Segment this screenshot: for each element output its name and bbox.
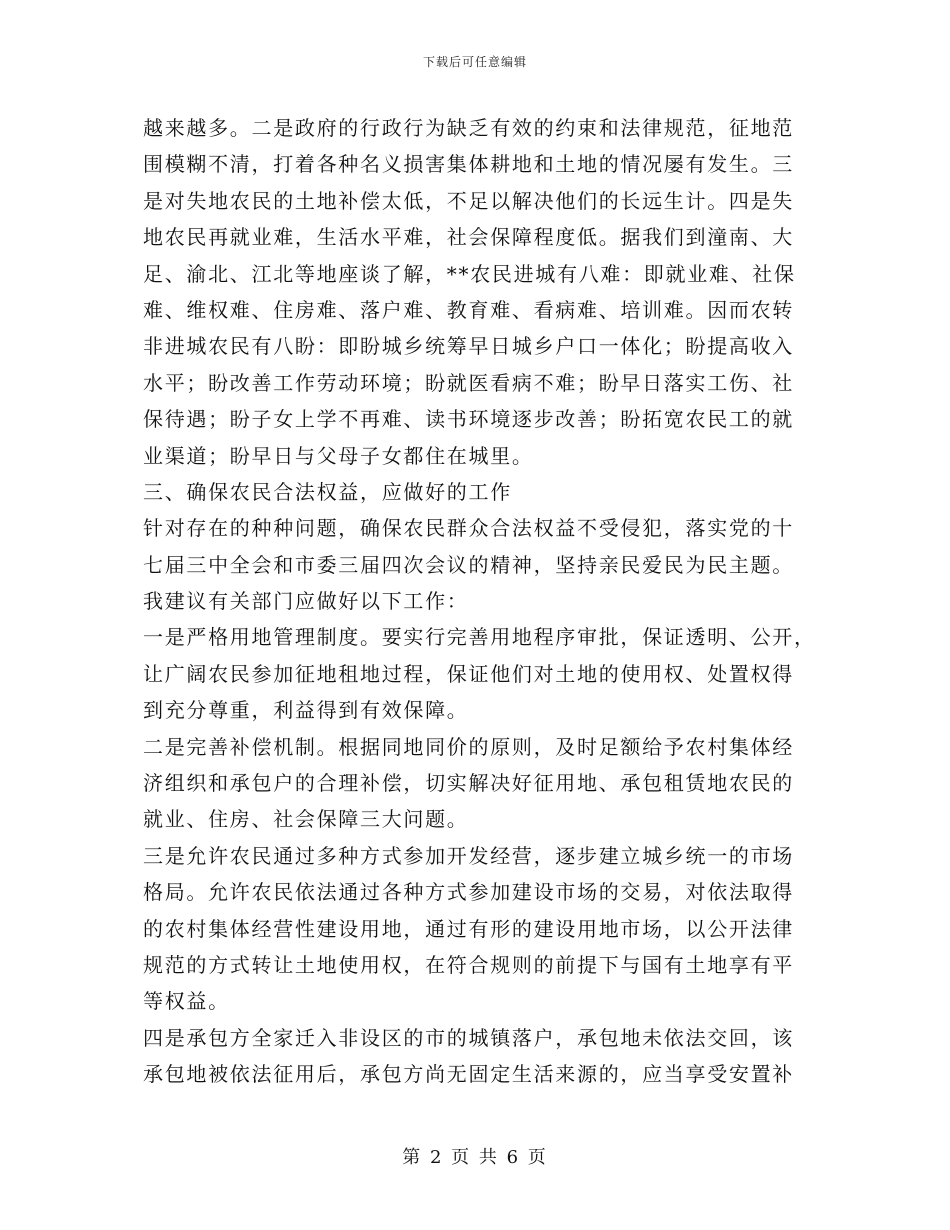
body-line: 业渠道；盼早日与父母子女都住在城里。 — [143, 443, 534, 468]
body-line: 规范的方式转让土地使用权，在符合规则的前提下与国有土地享有平 — [143, 952, 794, 977]
body-line: 针对存在的种种问题，确保农民群众合法权益不受侵犯，落实党的十 — [143, 516, 794, 541]
body-line: 等权益。 — [143, 989, 230, 1014]
body-line: 围模糊不清，打着各种名义损害集体耕地和土地的情况屡有发生。三 — [143, 152, 794, 177]
body-line: 到充分尊重，利益得到有效保障。 — [143, 698, 469, 723]
body-line: 四是承包方全家迁入非设区的市的城镇落户，承包地未依法交回，该 — [143, 1025, 794, 1050]
body-line: 让广阔农民参加征地租地过程，保证他们对土地的使用权、处置权得 — [143, 661, 794, 686]
body-line: 三是允许农民通过多种方式参加开发经营，逐步建立城乡统一的市场 — [143, 843, 794, 868]
body-line: 越来越多。二是政府的行政行为缺乏有效的约束和法律规范，征地范 — [143, 116, 794, 140]
body-line: 一是严格用地管理制度。要实行完善用地程序审批，保证透明、公开， — [143, 625, 816, 650]
page-header: 下载后可任意编辑 — [422, 55, 527, 69]
section-heading: 三、确保农民合法权益，应做好的工作 — [143, 479, 512, 504]
body-line: 足、渝北、江北等地座谈了解，**农民进城有八难：即就业难、社保 — [143, 261, 796, 286]
body-line: 地农民再就业难，生活水平难，社会保障程度低。据我们到潼南、大 — [143, 225, 794, 250]
body-line: 是对失地农民的土地补偿太低，不足以解决他们的长远生计。四是失 — [143, 188, 794, 213]
document-body — [143, 110, 815, 1093]
body-line: 七届三中全会和市委三届四次会议的精神，坚持亲民爱民为民主题。 — [143, 552, 794, 577]
body-line: 保待遇；盼子女上学不再难、读书环境逐步改善；盼拓宽农民工的就 — [143, 407, 794, 432]
body-line: 的农村集体经营性建设用地，通过有形的建设用地市场，以公开法律 — [143, 916, 794, 941]
body-line: 水平；盼改善工作劳动环境；盼就医看病不难；盼早日落实工伤、社 — [143, 370, 794, 395]
body-line: 二是完善补偿机制。根据同地同价的原则，及时足额给予农村集体经 — [143, 734, 794, 759]
body-line: 济组织和承包户的合理补偿，切实解决好征用地、承包租赁地农民的 — [143, 771, 794, 796]
body-line: 我建议有关部门应做好以下工作： — [143, 589, 469, 614]
body-line: 格局。允许农民依法通过各种方式参加建设市场的交易，对依法取得 — [143, 880, 794, 905]
body-line: 承包地被依法征用后，承包方尚无固定生活来源的，应当享受安置补 — [143, 1062, 794, 1087]
body-line: 难、维权难、住房难、落户难、教育难、看病难、培训难。因而农转 — [143, 297, 794, 322]
body-line: 非进城农民有八盼：即盼城乡统筹早日城乡户口一体化；盼提高收入 — [143, 334, 794, 359]
body-line: 就业、住房、社会保障三大问题。 — [143, 807, 469, 832]
page-number: 第 2 页 共 6 页 — [402, 1147, 548, 1168]
